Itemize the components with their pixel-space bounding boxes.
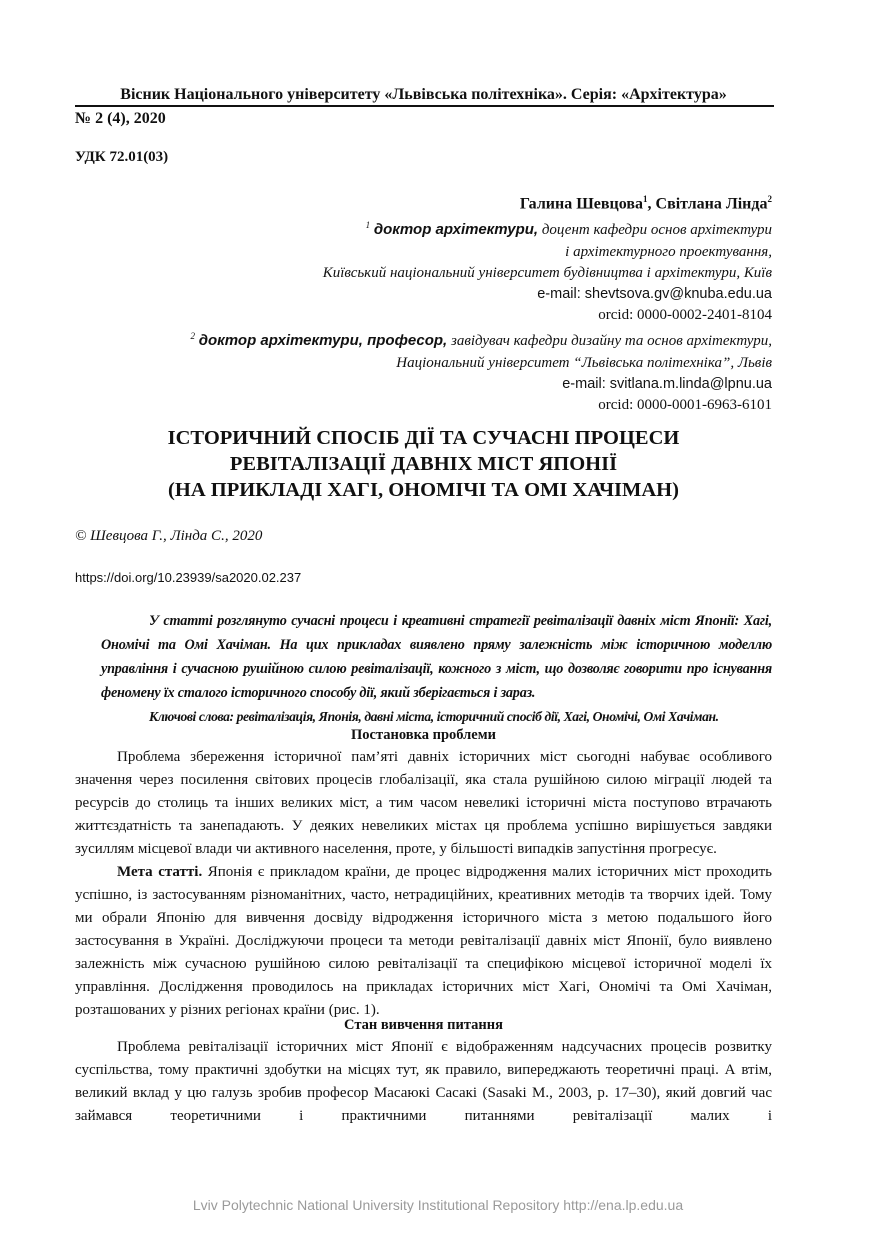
author-block <box>190 188 772 416</box>
article-title <box>75 425 772 503</box>
paragraph: Проблема збереження історичної пам’яті давніх історичних міст сьогодні набуває особливого значення через посилення світових процесів глобалізації, яка стала рушійною силою міграції людей та ресурсів до столиць та інших великих міст, а тим часом невеликі історичні міста поступово втрачають життєздатність та занепадають. У деяких невеликих містах ця проблема успішно вирішується завдяки зусиллям місцевої влади чи активного населення, проте, у більшості випадків запустіння прогресує. <box>75 749 772 857</box>
separator: , <box>647 195 656 213</box>
institution: Національний університет “Львівська політехніка”, Львів <box>396 354 772 371</box>
udk-code: УДК 72.01(03) <box>75 149 169 165</box>
paragraph: Проблема ревіталізації історичних міст Японії є відображенням надсучасних процесів розвитку суспільства, тому практичні здобутки на місцях тут, як правило, випереджають теоретичні праці. А втім, великий вклад у цю галузь зробив професор Масаюкі Сасакі (Sasaki M., 2003, p. 17–30), який довгий час займався теоретичними і практичними питаннями ревіталізації малих і <box>75 1039 772 1124</box>
orcid-1: orcid: 0000-0002-2401-8104 <box>598 307 772 324</box>
paragraph-aim <box>75 861 772 1022</box>
doi-link[interactable]: https://doi.org/10.23939/sa2020.02.237 <box>75 570 302 585</box>
position-cont: і архітектурного проектування, <box>565 243 772 260</box>
keywords: Ключові слова: ревіталізація, Японія, давні міста, історичний спосіб дії, Хагі, Ономічі, Омі Хачіман. <box>149 709 719 724</box>
section-heading: Стан вивчення питання <box>344 1017 503 1033</box>
email-1[interactable]: e-mail: shevtsova.gv@knuba.edu.ua <box>537 285 772 302</box>
section-problem <box>75 724 772 1022</box>
abstract <box>101 609 772 729</box>
degree: доктор архітектури, <box>373 221 539 239</box>
header-rule <box>75 105 774 107</box>
orcid-2: orcid: 0000-0001-6963-6101 <box>598 396 772 413</box>
position: доцент кафедри основ архітектури <box>538 222 772 239</box>
abstract-text: У статті розглянуто сучасні процеси і креативні стратегії ревіталізації давніх міст Японії: Хагі, Ономічі та Омі Хачіман. На цих прикладах виявлено пряму залежність між історичною моделлю управління і сучасною рушійною силою ревіталізації, кожного з міст, що дозволяє говорити про існування феномену їх сталого історичного способу дії, який зберігається і зараз. <box>101 613 772 701</box>
repository-footer: Lviv Polytechnic National University Institutional Repository http://ena.lp.edu.ua <box>192 1197 684 1213</box>
author-1: Галина Шевцова <box>519 195 644 213</box>
sup: 2 <box>190 331 195 342</box>
sup: 1 <box>643 194 648 204</box>
aim-label: Мета статті. <box>117 864 203 880</box>
author-names <box>190 188 772 215</box>
email-2[interactable]: e-mail: svitlana.m.linda@lpnu.ua <box>562 375 772 392</box>
title-line: РЕВІТАЛІЗАЦІЇ ДАВНІХ МІСТ ЯПОНІЇ <box>229 453 618 475</box>
sup: 2 <box>767 194 772 204</box>
issue-number: № 2 (4), 2020 <box>75 110 166 127</box>
section-state <box>75 1014 772 1128</box>
title-line: (НА ПРИКЛАДІ ХАГІ, ОНОМІЧІ ТА ОМІ ХАЧІМАН) <box>168 479 679 501</box>
aim-text: Японія є прикладом країни, де процес відродження малих історичних міст проходить успішно, із застосуванням різноманітних, часто, нетрадиційних, креативних методів та творчих ідей. Тому ми обрали Японію для вивчення досвіду відродження історичного міста з метою подальшого його застосування в Україні. Досліджуючи процеси та методи ревіталізації давніх міст Японії, було виявлено залежність між сучасною рушійною силою ревіталізації та специфікою місцевої історичної моделі їх управління. Дослідження проводилось на прикладах історичних міст Хагі, Ономічі та Омі Хачіман, розташованих у різних регіонах країни (рис. 1). <box>75 864 772 1018</box>
copyright: © Шевцова Г., Лінда С., 2020 <box>75 528 263 544</box>
author-2: Світлана Лінда <box>655 195 768 213</box>
sup: 1 <box>365 220 371 231</box>
position: завідувач кафедри дизайну та основ архітектури, <box>447 333 772 350</box>
title-line: ІСТОРИЧНИЙ СПОСІБ ДІЇ ТА СУЧАСНІ ПРОЦЕСИ <box>167 427 680 449</box>
affiliation-2 <box>190 326 772 352</box>
journal-header: Вісник Національного університету «Львівська політехніка». Серія: «Архітектура» <box>120 86 727 103</box>
institution: Київський національний університет будівництва і архітектури, Київ <box>322 264 772 281</box>
section-heading: Постановка проблеми <box>351 727 496 743</box>
degree: доктор архітектури, професор, <box>198 332 448 350</box>
affiliation-1 <box>190 215 772 241</box>
